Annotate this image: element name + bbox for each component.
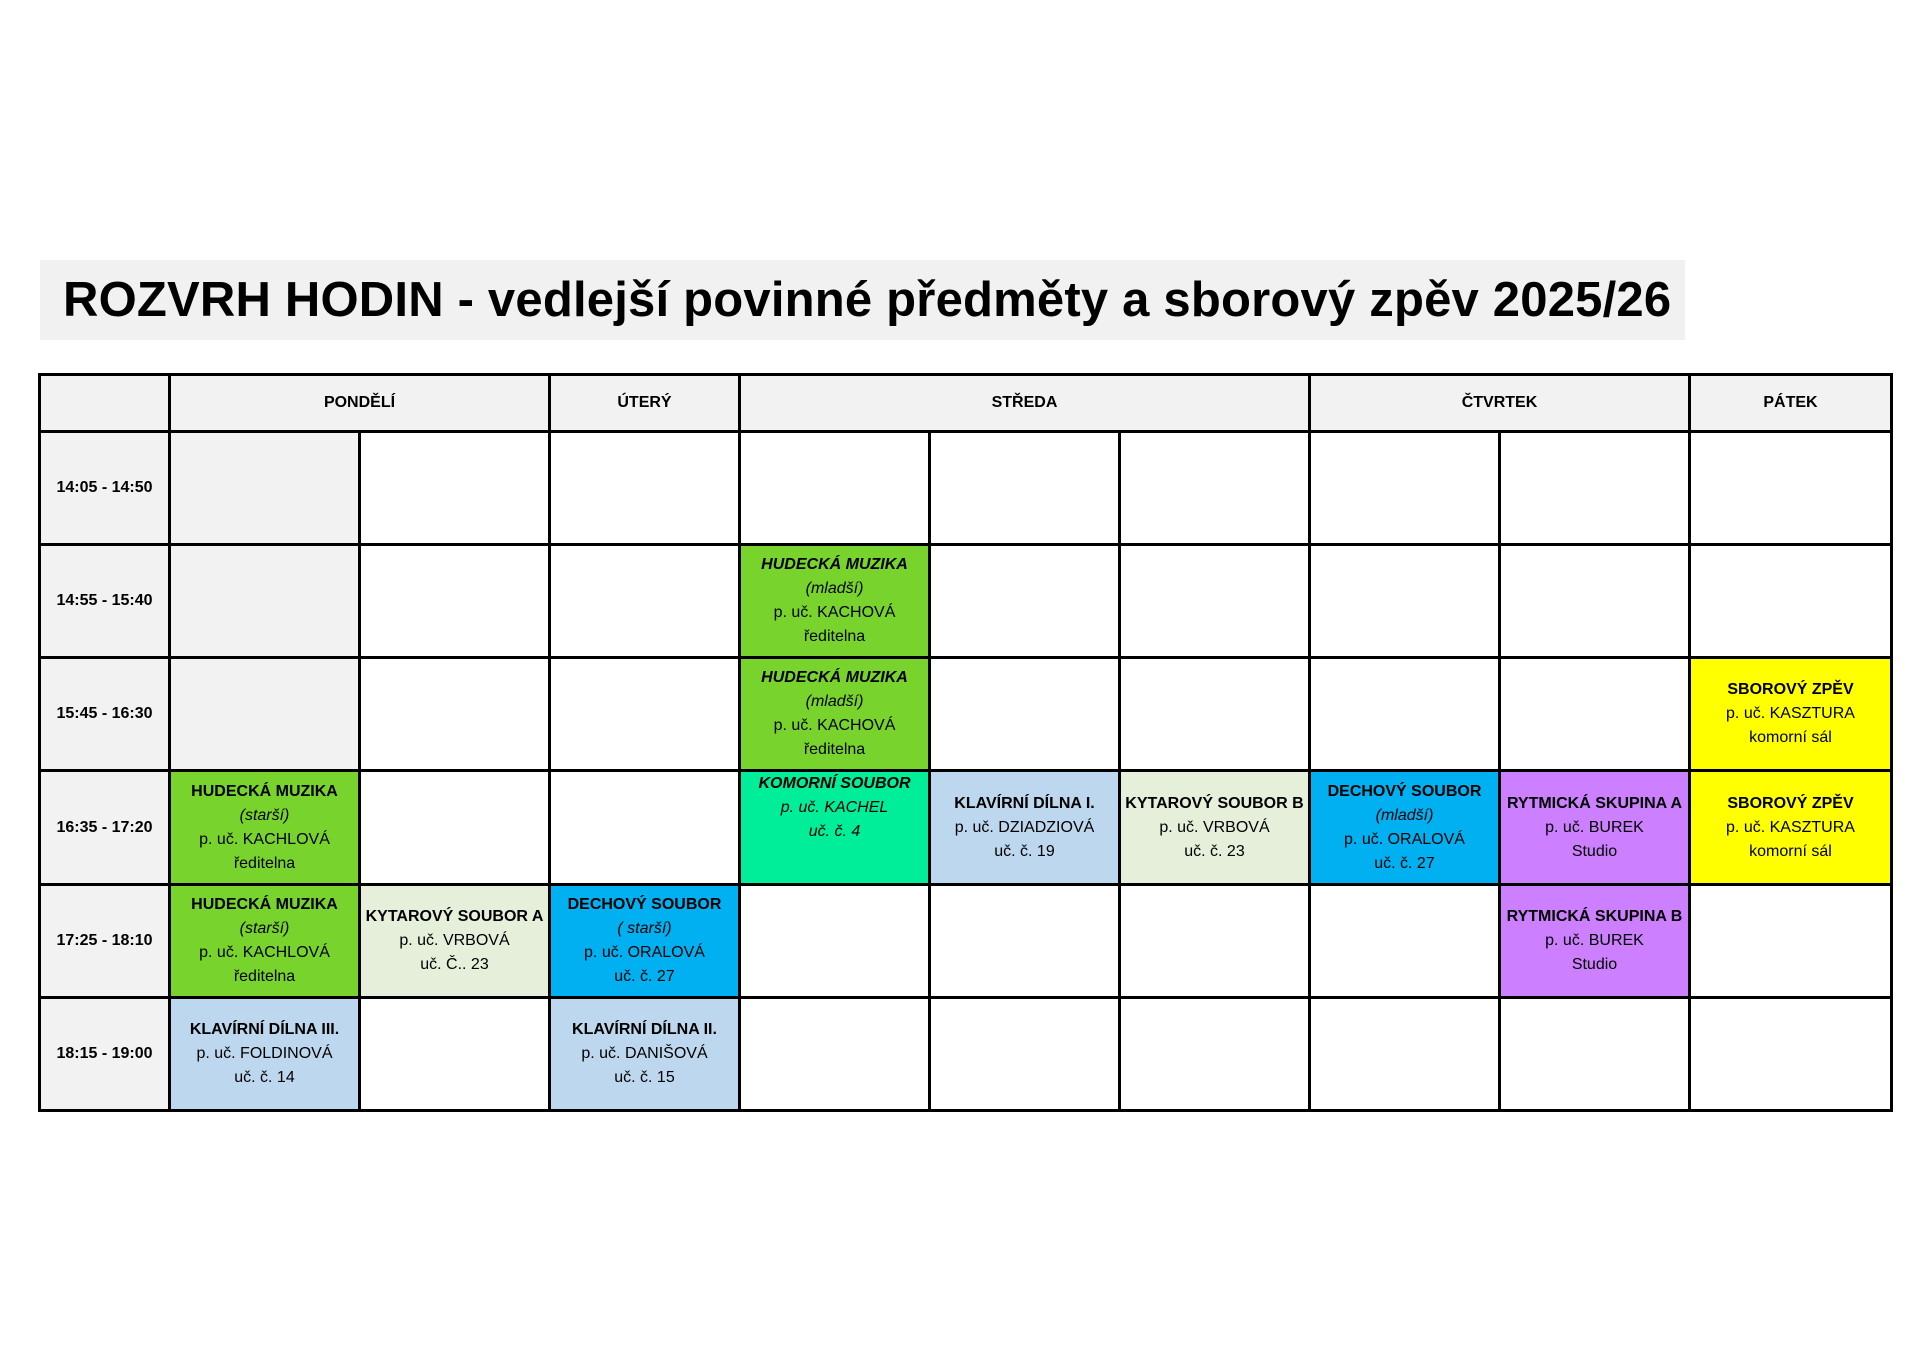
day-header-pondeli: PONDĚLÍ [170,375,550,432]
day-header-ctvrtek: ČTVRTEK [1310,375,1690,432]
class-note: (starší) [239,919,290,937]
class-title: KOMORNÍ SOUBOR [758,775,911,793]
class-teacher: p. uč. KACHLOVÁ [199,830,330,848]
time-label: 15:45 - 16:30 [40,658,170,771]
class-title: RYTMICKÁ SKUPINA B [1506,907,1683,925]
class-klavirni-dilna-1 [930,771,1120,884]
class-komorni-soubor [740,771,930,884]
time-label: 18:15 - 19:00 [40,997,170,1110]
class-teacher: p. uč. DANIŠOVÁ [581,1044,708,1062]
class-hudecka-muzika-starsi [170,771,360,884]
time-row [40,997,1892,1110]
time-row [40,771,1892,884]
class-room: uč. č. 19 [994,842,1055,860]
empty-cell [550,432,740,545]
empty-cell [1120,884,1310,997]
empty-cell [930,658,1120,771]
class-title: KLAVÍRNÍ DÍLNA III. [189,1020,340,1038]
class-hudecka-muzika-mladsi [740,545,930,658]
class-hudecka-muzika-starsi [170,884,360,997]
empty-cell [550,771,740,884]
day-header-streda: STŘEDA [740,375,1310,432]
empty-cell [360,658,550,771]
class-room: uč. č. 15 [614,1068,675,1086]
time-label: 17:25 - 18:10 [40,884,170,997]
class-note: (starší) [239,806,290,824]
empty-cell [1120,658,1310,771]
class-room: uč. č. 27 [614,967,675,985]
class-room: uč. č. 4 [808,823,861,841]
time-row [40,658,1892,771]
empty-cell [550,658,740,771]
class-teacher: p. uč. BUREK [1545,818,1644,836]
class-klavirni-dilna-3 [170,997,360,1110]
class-dechovy-soubor-starsi [550,884,740,997]
empty-cell [1310,884,1500,997]
time-label: 14:55 - 15:40 [40,545,170,658]
class-teacher: p. uč. KACHEL [780,799,889,817]
class-room: ředitelna [803,628,866,646]
empty-cell [1500,658,1690,771]
class-room: uč. Č.. 23 [420,955,489,973]
empty-cell [740,997,930,1110]
empty-cell [740,884,930,997]
class-teacher: p. uč. VRBOVÁ [399,931,510,949]
class-title: HUDECKÁ MUZIKA [191,895,338,913]
class-room: uč. č. 23 [1184,842,1245,860]
class-note: (mladší) [805,580,864,598]
empty-cell [740,432,930,545]
empty-cell [170,432,360,545]
class-note: (mladší) [1375,806,1434,824]
class-rytmicka-skupina-b [1500,884,1690,997]
empty-cell [930,545,1120,658]
empty-cell [170,545,360,658]
class-teacher: p. uč. KASZTURA [1726,818,1855,836]
class-title: DECHOVÝ SOUBOR [567,895,722,913]
class-room: komorní sál [1749,729,1832,747]
empty-cell [930,997,1120,1110]
empty-cell [1500,997,1690,1110]
class-kytarovy-soubor-b [1120,771,1310,884]
class-title: KLAVÍRNÍ DÍLNA II. [572,1020,717,1038]
class-title: KYTAROVÝ SOUBOR B [1125,794,1304,812]
class-teacher: p. uč. DZIADZIOVÁ [954,818,1095,836]
empty-cell [1310,432,1500,545]
class-teacher: p. uč. ORALOVÁ [584,943,705,961]
class-sborovy-zpev [1690,771,1892,884]
class-klavirni-dilna-2 [550,997,740,1110]
empty-cell [1690,545,1892,658]
class-room: Studio [1571,955,1618,973]
class-teacher: p. uč. VRBOVÁ [1159,818,1270,836]
title-banner [40,260,1685,340]
empty-cell [170,658,360,771]
time-label: 14:05 - 14:50 [40,432,170,545]
time-row [40,884,1892,997]
corner-cell [40,375,170,432]
empty-cell [1120,545,1310,658]
class-title: KLAVÍRNÍ DÍLNA I. [954,794,1095,812]
empty-cell [1690,997,1892,1110]
class-room: komorní sál [1749,842,1832,860]
class-room: uč. č. 14 [234,1068,295,1086]
class-title: SBOROVÝ ZPĚV [1727,681,1854,699]
class-teacher: p. uč. KACHOVÁ [773,604,896,622]
class-title: RYTMICKÁ SKUPINA A [1506,794,1683,812]
schedule-table [38,373,1893,1112]
time-row [40,545,1892,658]
class-hudecka-muzika-mladsi [740,658,930,771]
empty-cell [1500,432,1690,545]
page-title: ROZVRH HODIN - vedlejší povinné předměty a sborový zpěv 2025/26 [63,273,1672,327]
class-title: HUDECKÁ MUZIKA [191,782,338,800]
empty-cell [360,432,550,545]
time-row [40,432,1892,545]
empty-cell [1310,545,1500,658]
empty-cell [360,771,550,884]
empty-cell [1120,432,1310,545]
empty-cell [360,997,550,1110]
class-kytarovy-soubor-a [360,884,550,997]
class-title: HUDECKÁ MUZIKA [761,669,908,687]
class-teacher: p. uč. ORALOVÁ [1344,830,1465,848]
empty-cell [930,884,1120,997]
class-title: HUDECKÁ MUZIKA [761,556,908,574]
empty-cell [1310,997,1500,1110]
empty-cell [1310,658,1500,771]
empty-cell [1500,545,1690,658]
class-sborovy-zpev [1690,658,1892,771]
day-header-patek: PÁTEK [1690,375,1892,432]
empty-cell [1120,997,1310,1110]
class-title: KYTAROVÝ SOUBOR A [365,907,544,925]
class-teacher: p. uč. KACHLOVÁ [199,943,330,961]
class-room: uč. č. 27 [1374,854,1435,872]
class-teacher: p. uč. KACHOVÁ [773,717,896,735]
class-teacher: p. uč. KASZTURA [1726,705,1855,723]
class-rytmicka-skupina-a [1500,771,1690,884]
class-room: Studio [1571,842,1618,860]
empty-cell [930,432,1120,545]
class-note: (mladší) [805,693,864,711]
empty-cell [1690,432,1892,545]
day-header-utery: ÚTERÝ [550,375,740,432]
empty-cell [1690,884,1892,997]
class-note: ( starší) [617,919,672,937]
class-room: ředitelna [233,854,296,872]
class-room: ředitelna [803,741,866,759]
class-teacher: p. uč. BUREK [1545,931,1644,949]
empty-cell [550,545,740,658]
empty-cell [360,545,550,658]
class-room: ředitelna [233,967,296,985]
class-teacher: p. uč. FOLDINOVÁ [196,1044,333,1062]
class-dechovy-soubor-mladsi [1310,771,1500,884]
header-row [40,375,1892,432]
time-label: 16:35 - 17:20 [40,771,170,884]
class-title: DECHOVÝ SOUBOR [1327,782,1482,800]
class-title: SBOROVÝ ZPĚV [1727,794,1854,812]
